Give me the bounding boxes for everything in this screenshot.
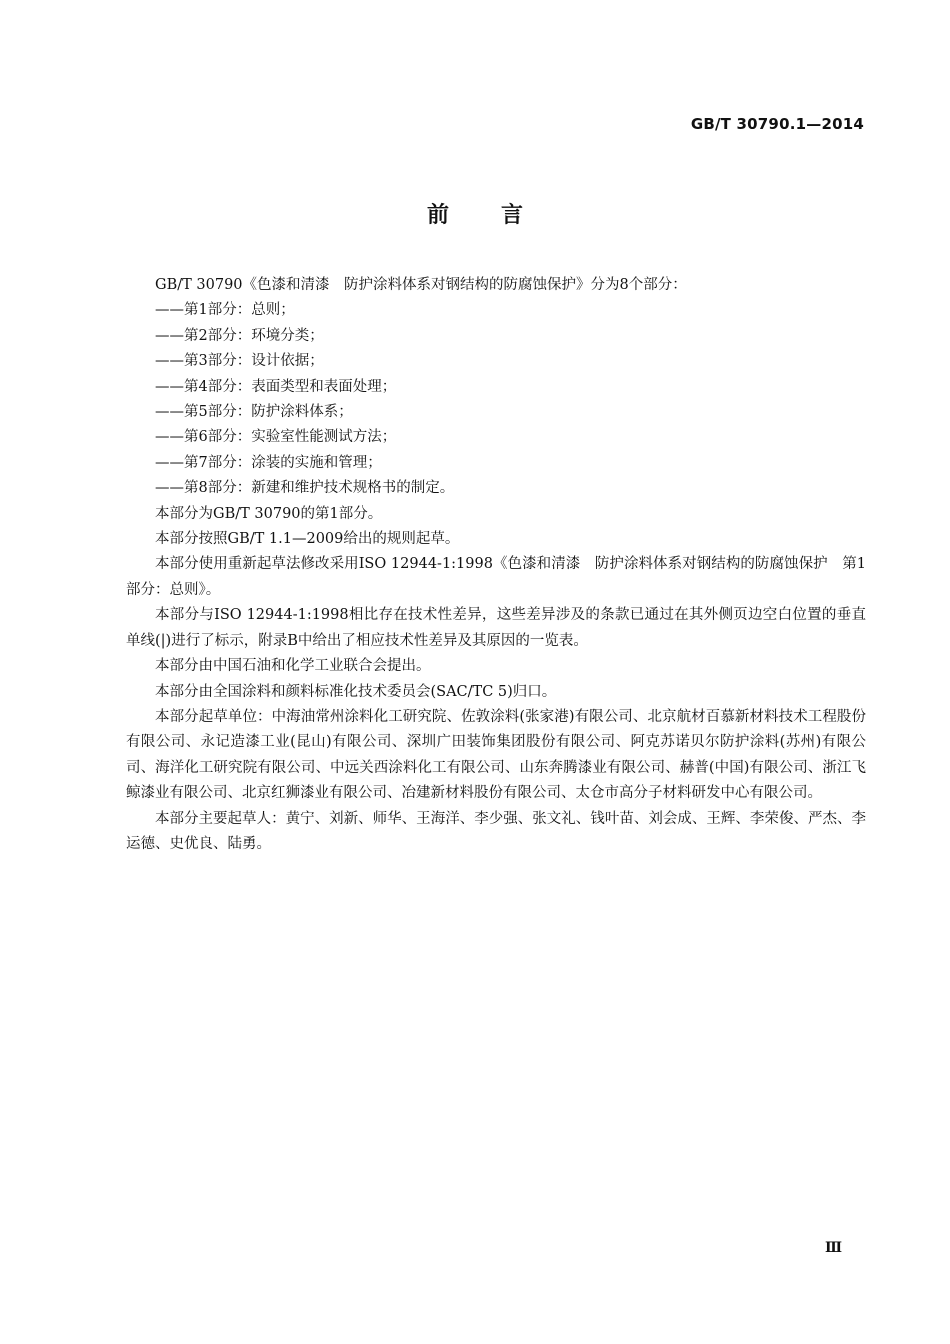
- list-item: ——第8部分：新建和维护技术规格书的制定。: [155, 480, 455, 497]
- paragraph-committee: 本部分由全国涂料和颜料标准化技术委员会(SAC/TC 5)归口。: [155, 683, 557, 700]
- list-item: ——第3部分：设计依据；: [155, 353, 324, 370]
- foreword-body: [126, 273, 866, 857]
- paragraph-drafting-units: 本部分起草单位：中海油常州涂料化工研究院、佐敦涂料(张家港)有限公司、北京航材百慕新材料技术工程股份有限公司、永记造漆工业(昆山)有限公司、深圳广田装饰集团股份有限公司、阿克苏诺贝尔防护涂料(苏州)有限公司、海洋化工研究院有限公司、中远关西涂料化工有限公司、山东奔腾漆业有限公司、赫普(中国)有限公司、浙江飞鲸漆业有限公司、北京红狮漆业有限公司、冶建新材料股份有限公司、太仓市高分子材料研发中心有限公司。: [126, 708, 866, 802]
- list-item: ——第6部分：实验室性能测试方法；: [155, 429, 397, 446]
- list-item: ——第2部分：环境分类；: [155, 327, 324, 344]
- document-code: GB/T 30790.1—2014: [690, 115, 864, 133]
- list-item: ——第4部分：表面类型和表面处理；: [155, 378, 397, 395]
- paragraph-drafters: 本部分主要起草人：黄宁、刘新、师华、王海洋、李少强、张文礼、钱叶苗、刘会成、王辉、李荣俊、严杰、李运德、史优良、陆勇。: [126, 810, 866, 852]
- paragraph-adoption: 本部分使用重新起草法修改采用ISO 12944-1:1998《色漆和清漆 防护涂料体系对钢结构的防腐蚀保护 第1部分：总则》。: [126, 556, 866, 598]
- list-item: ——第1部分：总则；: [155, 302, 295, 319]
- paragraph-part-number: 本部分为GB/T 30790的第1部分。: [155, 505, 383, 522]
- list-item: ——第5部分：防护涂料体系；: [155, 404, 353, 421]
- intro-paragraph: GB/T 30790《色漆和清漆 防护涂料体系对钢结构的防腐蚀保护》分为8个部分：: [155, 277, 687, 293]
- page-title: 前言: [426, 203, 575, 228]
- paragraph-proposer: 本部分由中国石油和化学工业联合会提出。: [155, 658, 431, 675]
- page-number: Ⅲ: [824, 1240, 842, 1256]
- list-item: ——第7部分：涂装的实施和管理；: [155, 454, 382, 471]
- paragraph-drafting-rules: 本部分按照GB/T 1.1—2009给出的规则起草。: [155, 531, 460, 548]
- paragraph-technical-differences: 本部分与ISO 12944-1:1998相比存在技术性差异，这些差异涉及的条款已通过在其外侧页边空白位置的垂直单线(|)进行了标示，附录B中给出了相应技术性差异及其原因的一览表。: [126, 607, 866, 649]
- parts-list: [126, 298, 866, 501]
